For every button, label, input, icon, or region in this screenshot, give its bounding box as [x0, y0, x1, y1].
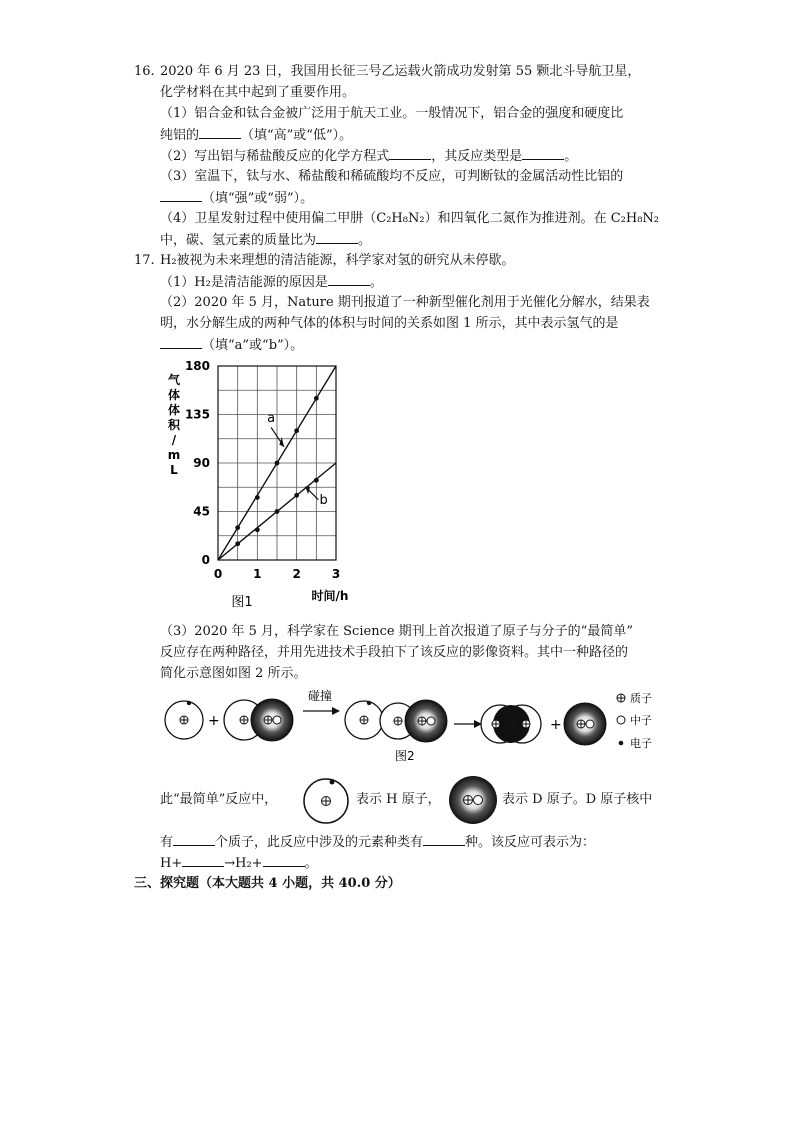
- series-b-point: [255, 527, 260, 532]
- x-tick-label: 3: [331, 567, 341, 581]
- q16-part4-line2: 中，碳、氢元素的质量比为 。: [160, 230, 371, 251]
- legend-proton: 质子: [630, 692, 652, 705]
- h2-molecule: [481, 705, 541, 743]
- q17-explain-a: 此“最简单”反应中，: [160, 792, 278, 807]
- figure1-chart: [160, 358, 360, 610]
- plus-sign-2: +: [550, 717, 562, 733]
- legend-electron: 电子: [630, 737, 652, 750]
- answer-blank[interactable]: [182, 853, 224, 867]
- reaction-arrow: [303, 707, 340, 715]
- answer-blank[interactable]: [389, 146, 431, 160]
- answer-blank[interactable]: [316, 230, 358, 244]
- y-axis-label-char: 体: [167, 388, 181, 402]
- q17-number: 17.: [134, 253, 155, 268]
- y-axis-label-char: 体: [167, 403, 181, 417]
- q16-number: 16.: [134, 64, 155, 79]
- reaction-arrow-2: [454, 720, 482, 728]
- q16-part4-line1: （4）卫星发射过程中使用偏二甲肼（C₂H₈N₂）和四氧化二氮作为推进剂。在 C₂H₈N₂: [160, 211, 659, 226]
- section3-title: 三、探究题（本大题共 4 小题，共 40.0 分）: [134, 876, 401, 891]
- x-tick-label: 2: [292, 567, 301, 581]
- series-b-point: [235, 541, 240, 546]
- series-b-point: [294, 493, 299, 498]
- collision-complex: [345, 700, 447, 742]
- chart-title: 图1: [231, 595, 253, 610]
- q16-stem-line2: 化学材料在其中起到了重要作用。: [160, 85, 356, 100]
- y-tick-label: 180: [184, 359, 210, 373]
- y-axis-label-char: L: [170, 463, 178, 477]
- q17-stem: H₂被视为未来理想的清洁能源，科学家对氢的研究从未停歇。: [160, 253, 515, 268]
- q17-equation: H+ →H₂+ 。: [160, 853, 318, 874]
- d-atom-icon: [447, 774, 499, 826]
- series-a-point: [294, 428, 299, 433]
- answer-blank[interactable]: [423, 832, 465, 846]
- series-b-label: b: [319, 492, 328, 508]
- series-a-label: a: [267, 411, 276, 427]
- answer-blank[interactable]: [522, 146, 564, 160]
- q16-part1-line2: 纯铝的 （填“高”或“低”）。: [160, 125, 352, 146]
- q17-part3-line1: （3）2020 年 5 月，科学家在 Science 期刊上首次报道了原子与分子的“最简单”: [160, 624, 633, 639]
- series-a-point: [314, 396, 319, 401]
- y-tick-label: 0: [201, 553, 210, 567]
- q17-explain-c: 表示 D 原子。D 原子核中: [502, 792, 653, 807]
- q17-part2-line2: 明，水分解生成的两种气体的体积与时间的关系如图 1 所示，其中表示氢气的是: [160, 316, 619, 331]
- q16-part3-line1: （3）室温下，钛与水、稀盐酸和稀硫酸均不反应，可判断钛的金属活动性比铝的: [160, 169, 624, 184]
- series-b-point: [275, 509, 280, 514]
- figure2-diagram: [160, 688, 660, 768]
- figure2-caption: 图2: [395, 749, 415, 763]
- x-tick-label: 0: [213, 567, 223, 581]
- answer-blank[interactable]: [173, 832, 215, 846]
- answer-blank[interactable]: [328, 272, 370, 286]
- q16-stem-line1: 2020 年 6 月 23 日，我国用长征三号乙运载火箭成功发射第 55 颗北斗导航卫星，: [160, 64, 641, 79]
- y-tick-label: 45: [193, 504, 210, 519]
- answer-blank[interactable]: [160, 335, 202, 349]
- answer-blank[interactable]: [160, 188, 202, 202]
- q16-part1-line1: （1）铝合金和钛合金被广泛用于航天工业。一般情况下，铝合金的强度和硬度比: [160, 106, 624, 121]
- y-tick-label: 90: [193, 456, 210, 470]
- series-a-point: [255, 495, 260, 500]
- arrow-label: 碰撞: [308, 689, 333, 703]
- q17-explain-b: 表示 H 原子，: [356, 792, 441, 807]
- h-atom-icon: [300, 774, 352, 826]
- q17-part3-line3: 简化示意图如图 2 所示。: [160, 666, 307, 681]
- q16-part2: （2）写出铝与稀盐酸反应的化学方程式 ，其反应类型是 。: [160, 146, 577, 167]
- q17-part1: （1）H₂是清洁能源的原因是 。: [160, 272, 383, 293]
- legend-neutron: 中子: [630, 714, 652, 727]
- y-axis-label-char: 积: [167, 418, 181, 432]
- y-axis-label-char: 气: [167, 373, 181, 387]
- series-b-point: [314, 478, 319, 483]
- q17-part2-line1: （2）2020 年 5 月，Nature 期刊报道了一种新型催化剂用于光催化分解水，结果表: [160, 295, 650, 310]
- q16-part3-line2: （填“强”或“弱”）。: [160, 188, 313, 209]
- x-tick-label: 1: [253, 567, 262, 581]
- plus-sign: +: [208, 713, 220, 729]
- series-a-point: [275, 461, 280, 466]
- y-axis-label-char: /: [171, 433, 177, 447]
- answer-blank[interactable]: [199, 125, 241, 139]
- hd-molecule: [224, 699, 293, 741]
- series-a-point: [235, 525, 240, 530]
- h-atom: [165, 701, 203, 739]
- legend: [617, 691, 652, 750]
- d-atom: [564, 703, 606, 745]
- q17-answer-line: 有 个质子，此反应中涉及的元素种类有 种。该反应可表示为：: [160, 832, 595, 853]
- answer-blank[interactable]: [263, 853, 305, 867]
- y-tick-label: 135: [184, 407, 210, 422]
- q17-part3-line2: 反应存在两种路径，并用先进技术手段拍下了该反应的影像资料。其中一种路径的: [160, 645, 629, 660]
- q17-part2-line3: （填“a”或“b”）。: [160, 335, 303, 356]
- x-axis-label: 时间/h: [311, 589, 349, 603]
- y-axis-label-char: m: [167, 448, 181, 462]
